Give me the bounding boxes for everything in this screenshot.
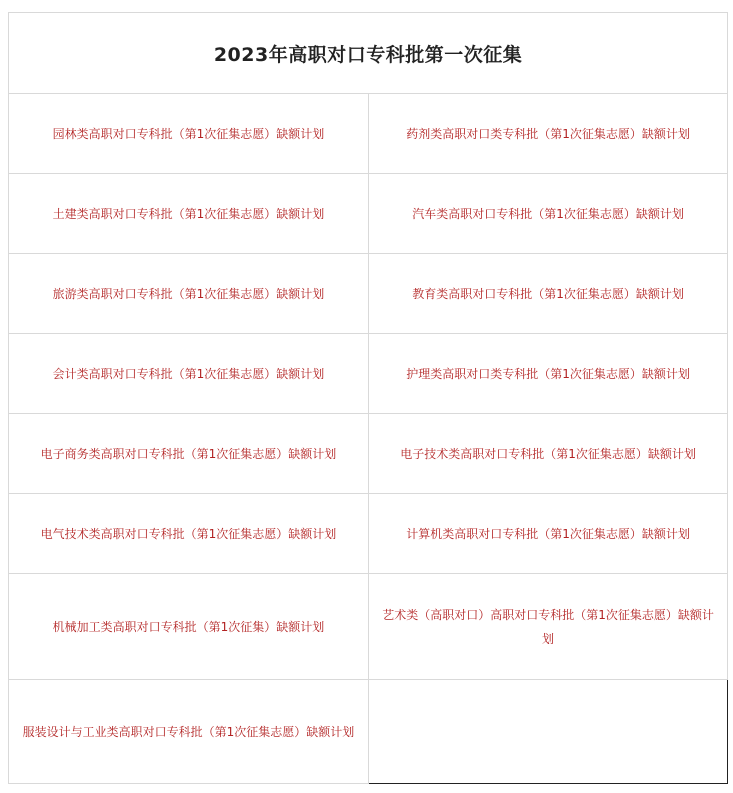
plan-link[interactable]: 会计类高职对口专科批（第1次征集志愿）缺额计划 — [52, 366, 325, 381]
table-cell — [369, 574, 728, 680]
plan-link[interactable]: 旅游类高职对口专科批（第1次征集志愿）缺额计划 — [52, 286, 325, 301]
table-cell — [369, 334, 728, 414]
table-cell — [9, 574, 369, 680]
plan-link[interactable]: 汽车类高职对口专科批（第1次征集志愿）缺额计划 — [412, 206, 684, 221]
table-cell — [369, 494, 728, 574]
plan-link[interactable]: 药剂类高职对口类专科批（第1次征集志愿）缺额计划 — [406, 126, 690, 141]
plan-link[interactable]: 教育类高职对口专科批（第1次征集志愿）缺额计划 — [412, 286, 684, 301]
empty-cell — [369, 680, 728, 784]
table-cell — [9, 94, 369, 174]
table-cell — [9, 680, 369, 784]
plan-link[interactable]: 艺术类（高职对口）高职对口专科批（第1次征集志愿）缺额计划 — [382, 607, 714, 646]
table-cell — [369, 414, 728, 494]
table-cell — [369, 174, 728, 254]
plan-link[interactable]: 服装设计与工业类高职对口专科批（第1次征集志愿）缺额计划 — [22, 724, 355, 739]
table-cell — [9, 174, 369, 254]
table-cell — [369, 94, 728, 174]
plan-link[interactable]: 土建类高职对口专科批（第1次征集志愿）缺额计划 — [52, 206, 325, 221]
plan-link[interactable]: 计算机类高职对口专科批（第1次征集志愿）缺额计划 — [406, 526, 690, 541]
table-cell — [9, 494, 369, 574]
plan-link[interactable]: 园林类高职对口专科批（第1次征集志愿）缺额计划 — [52, 126, 325, 141]
table-cell — [9, 254, 369, 334]
title-cell — [9, 13, 728, 94]
plan-link[interactable]: 电气技术类高职对口专科批（第1次征集志愿）缺额计划 — [40, 526, 337, 541]
table-cell — [369, 254, 728, 334]
plan-link[interactable]: 护理类高职对口类专科批（第1次征集志愿）缺额计划 — [406, 366, 690, 381]
table-cell — [9, 414, 369, 494]
page-title: 2023年高职对口专科批第一次征集 — [213, 43, 523, 66]
plan-link[interactable]: 电子商务类高职对口专科批（第1次征集志愿）缺额计划 — [40, 446, 337, 461]
table-cell — [9, 334, 369, 414]
plan-link[interactable]: 电子技术类高职对口专科批（第1次征集志愿）缺额计划 — [400, 446, 696, 461]
plan-table — [8, 12, 728, 784]
plan-link[interactable]: 机械加工类高职对口专科批（第1次征集）缺额计划 — [52, 619, 325, 634]
